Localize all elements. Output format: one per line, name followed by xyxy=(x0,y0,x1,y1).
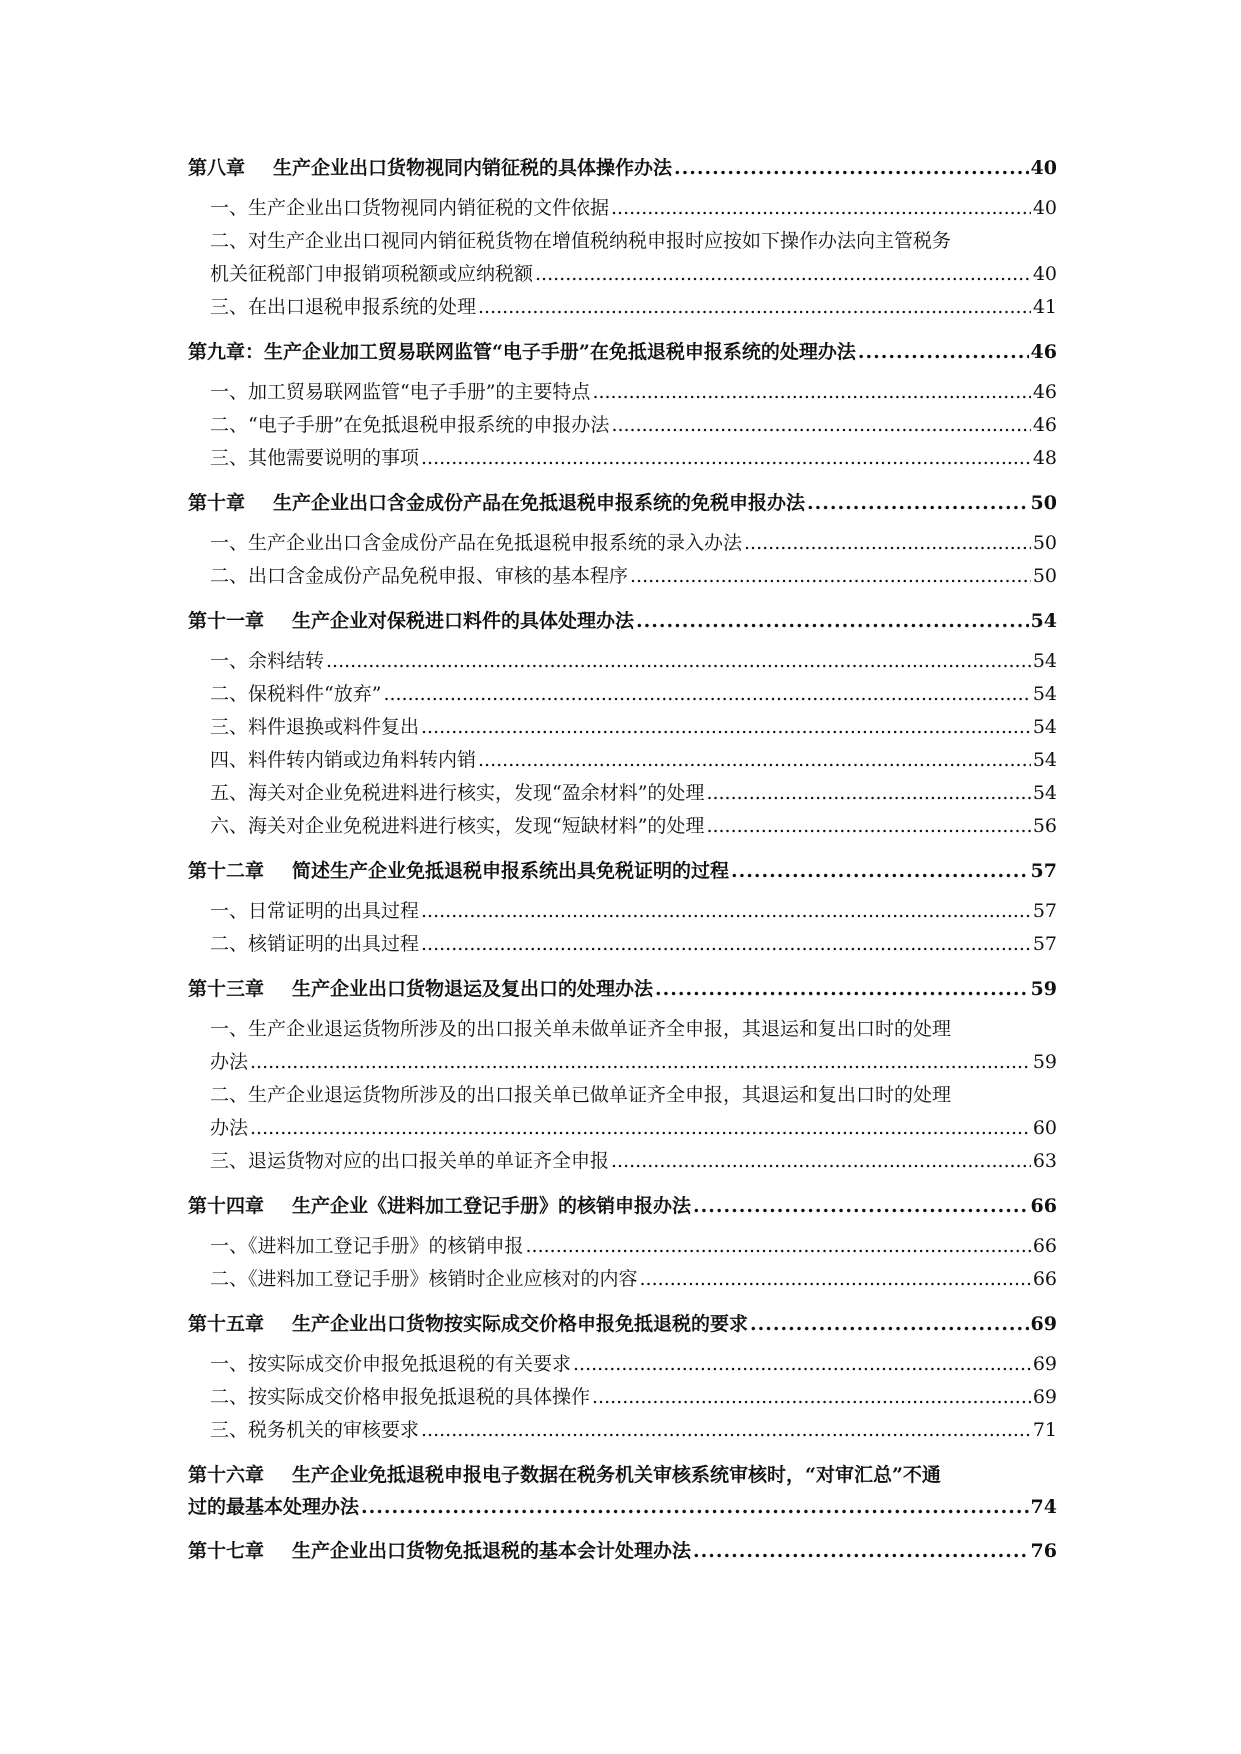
page-number: 46 xyxy=(1032,381,1057,403)
section-title: 三、在出口退税申报系统的处理 xyxy=(210,296,477,318)
leader-dots xyxy=(750,1308,1029,1340)
leader-dots xyxy=(592,376,1030,409)
leader-dots xyxy=(611,192,1031,225)
toc-section[interactable] xyxy=(188,1230,1057,1263)
leader-dots xyxy=(640,1263,1031,1296)
chapter-number: 第十七章 xyxy=(188,1540,265,1562)
page-number: 66 xyxy=(1030,1195,1057,1217)
section-title: 二、出口含金成份产品免税申报、审核的基本程序 xyxy=(210,565,629,587)
leader-dots xyxy=(807,487,1029,519)
leader-dots xyxy=(421,1414,1031,1447)
page-number: 71 xyxy=(1032,1419,1057,1441)
page-number: 54 xyxy=(1032,749,1057,771)
page-number: 60 xyxy=(1032,1117,1057,1139)
section-title: 一、生产企业出口货物视同内销征税的文件依据 xyxy=(210,197,610,219)
leader-dots xyxy=(592,1381,1031,1414)
chapter-number: 第十四章 xyxy=(188,1195,265,1217)
section-title: 三、退运货物对应的出口报关单的单证齐全申报 xyxy=(210,1150,610,1172)
section-title: 四、料件转内销或边角料转内销 xyxy=(210,749,477,771)
chapter-number: 第八章 xyxy=(188,157,246,179)
leader-dots xyxy=(611,1145,1031,1178)
toc-section[interactable] xyxy=(188,1381,1057,1414)
leader-dots xyxy=(674,152,1029,184)
leader-dots xyxy=(526,1230,1031,1263)
toc-section[interactable] xyxy=(188,225,1057,291)
leader-dots xyxy=(611,409,1030,442)
section-title-continued: 办法 xyxy=(210,1051,249,1073)
chapter-title: 生产企业出口货物免抵退税的基本会计处理办法 xyxy=(292,1540,692,1562)
leader-dots xyxy=(421,442,1031,475)
toc-section[interactable] xyxy=(188,645,1057,678)
page-number: 59 xyxy=(1030,978,1057,1000)
page-number: 46 xyxy=(1030,341,1057,363)
page-number: 41 xyxy=(1032,296,1057,318)
toc-chapter-14[interactable] xyxy=(188,1190,1057,1222)
page-number: 69 xyxy=(1032,1353,1057,1375)
page-number: 40 xyxy=(1032,263,1057,285)
leader-dots xyxy=(693,1190,1029,1222)
chapter-title: 生产企业出口货物退运及复出口的处理办法 xyxy=(292,978,654,1000)
page-number: 57 xyxy=(1032,900,1057,922)
page-number: 54 xyxy=(1032,683,1057,705)
page-number: 66 xyxy=(1032,1268,1057,1290)
page-number: 76 xyxy=(1030,1540,1057,1562)
leader-dots xyxy=(636,605,1029,637)
toc-chapter-13[interactable] xyxy=(188,973,1057,1005)
toc-chapter-16[interactable] xyxy=(188,1459,1057,1523)
section-title: 一、《进料加工登记手册》的核销申报 xyxy=(210,1235,524,1257)
page-number: 57 xyxy=(1032,933,1057,955)
leader-dots xyxy=(535,258,1031,291)
chapter-number: 第十二章 xyxy=(188,860,265,882)
section-title: 二、核销证明的出具过程 xyxy=(210,933,420,955)
toc-section[interactable] xyxy=(188,560,1057,593)
leader-dots xyxy=(478,744,1031,777)
leader-dots xyxy=(250,1112,1031,1145)
chapter-title: 生产企业对保税进口料件的具体处理办法 xyxy=(292,610,635,632)
chapter-title: 生产企业《进料加工登记手册》的核销申报办法 xyxy=(292,1195,692,1217)
page-number: 50 xyxy=(1032,532,1057,554)
toc-section[interactable] xyxy=(188,442,1057,475)
toc-chapter-12[interactable] xyxy=(188,855,1057,887)
toc-section[interactable] xyxy=(188,1013,1057,1079)
section-title: 二、“电子手册”在免抵退税申报系统的申报办法 xyxy=(210,414,610,436)
page-number: 54 xyxy=(1032,716,1057,738)
leader-dots xyxy=(421,895,1031,928)
leader-dots xyxy=(706,810,1030,843)
section-title: 二、《进料加工登记手册》核销时企业应核对的内容 xyxy=(210,1268,638,1290)
toc-section[interactable] xyxy=(188,1145,1057,1178)
chapter-number: 第十六章 xyxy=(188,1464,265,1486)
table-of-contents xyxy=(188,152,1057,1575)
chapter-number: 第十五章 xyxy=(188,1313,265,1335)
leader-dots xyxy=(361,1491,1029,1523)
toc-section[interactable] xyxy=(188,1079,1057,1145)
leader-dots xyxy=(383,678,1030,711)
chapter-number: 第十一章 xyxy=(188,610,265,632)
toc-section[interactable] xyxy=(188,777,1057,810)
toc-section[interactable] xyxy=(188,1414,1057,1447)
leader-dots xyxy=(744,527,1031,560)
leader-dots xyxy=(250,1046,1031,1079)
section-title: 一、生产企业出口含金成份产品在免抵退税申报系统的录入办法 xyxy=(210,532,743,554)
page-number: 69 xyxy=(1032,1386,1057,1408)
chapter-title: 生产企业出口货物视同内销征税的具体操作办法 xyxy=(273,157,673,179)
page-number: 57 xyxy=(1030,860,1057,882)
section-title: 三、其他需要说明的事项 xyxy=(210,447,420,469)
page-number: 66 xyxy=(1032,1235,1057,1257)
leader-dots xyxy=(858,336,1029,368)
toc-section[interactable] xyxy=(188,928,1057,961)
page-number: 54 xyxy=(1032,650,1057,672)
chapter-number: 第十三章 xyxy=(188,978,265,1000)
toc-chapter-10[interactable] xyxy=(188,487,1057,519)
toc-section[interactable] xyxy=(188,291,1057,324)
leader-dots xyxy=(421,928,1031,961)
toc-section[interactable] xyxy=(188,744,1057,777)
leader-dots xyxy=(630,560,1031,593)
toc-chapter-15[interactable] xyxy=(188,1308,1057,1340)
section-title: 一、余料结转 xyxy=(210,650,325,672)
section-title: 三、税务机关的审核要求 xyxy=(210,1419,420,1441)
chapter-title: 简述生产企业免抵退税申报系统出具免税证明的过程 xyxy=(292,860,730,882)
toc-chapter-9[interactable] xyxy=(188,336,1057,368)
chapter-title: 生产企业出口货物按实际成交价格申报免抵退税的要求 xyxy=(292,1313,749,1335)
leader-dots xyxy=(573,1348,1031,1381)
section-title-continued: 机关征税部门申报销项税额或应纳税额 xyxy=(210,263,534,285)
page-number: 56 xyxy=(1032,815,1057,837)
page-number: 74 xyxy=(1030,1496,1057,1518)
section-title: 一、生产企业退运货物所涉及的出口报关单未做单证齐全申报，其退运和复出口时的处理 xyxy=(210,1018,952,1040)
section-title: 六、海关对企业免税进料进行核实，发现“短缺材料”的处理 xyxy=(210,815,705,837)
toc-chapter-17[interactable] xyxy=(188,1535,1057,1567)
leader-dots xyxy=(655,973,1029,1005)
page-number: 50 xyxy=(1032,565,1057,587)
leader-dots xyxy=(421,711,1031,744)
section-title-continued: 办法 xyxy=(210,1117,249,1139)
leader-dots xyxy=(731,855,1029,887)
section-title: 二、按实际成交价格申报免抵退税的具体操作 xyxy=(210,1386,591,1408)
section-title: 一、加工贸易联网监管“电子手册”的主要特点 xyxy=(210,381,591,403)
page-number: 40 xyxy=(1030,157,1057,179)
section-title: 二、对生产企业出口视同内销征税货物在增值税纳税申报时应按如下操作办法向主管税务 xyxy=(210,230,952,252)
section-title: 一、按实际成交价申报免抵退税的有关要求 xyxy=(210,1353,572,1375)
page-number: 63 xyxy=(1032,1150,1057,1172)
section-title: 一、日常证明的出具过程 xyxy=(210,900,420,922)
section-title: 二、保税料件“放弃” xyxy=(210,683,382,705)
chapter-title: 生产企业出口含金成份产品在免抵退税申报系统的免税申报办法 xyxy=(273,492,806,514)
toc-section[interactable] xyxy=(188,1263,1057,1296)
toc-section[interactable] xyxy=(188,376,1057,409)
page-number: 54 xyxy=(1030,610,1057,632)
leader-dots xyxy=(693,1535,1029,1567)
chapter-title: 生产企业免抵退税申报电子数据在税务机关审核系统审核时，“对审汇总”不通 xyxy=(292,1464,941,1486)
chapter-title-continued: 过的最基本处理办法 xyxy=(188,1496,360,1518)
chapter-number: 第十章 xyxy=(188,492,246,514)
toc-section[interactable] xyxy=(188,527,1057,560)
section-title: 五、海关对企业免税进料进行核实，发现“盈余材料”的处理 xyxy=(210,782,705,804)
page-number: 46 xyxy=(1032,414,1057,436)
page-number: 59 xyxy=(1032,1051,1057,1073)
page-number: 40 xyxy=(1032,197,1057,219)
leader-dots xyxy=(478,291,1031,324)
leader-dots xyxy=(326,645,1031,678)
leader-dots xyxy=(706,777,1030,810)
section-title: 三、料件退换或料件复出 xyxy=(210,716,420,738)
toc-chapter-8[interactable] xyxy=(188,152,1057,184)
toc-section[interactable] xyxy=(188,895,1057,928)
chapter-title: 第九章：生产企业加工贸易联网监管“电子手册”在免抵退税申报系统的处理办法 xyxy=(188,341,856,363)
page-number: 54 xyxy=(1032,782,1057,804)
toc-section[interactable] xyxy=(188,409,1057,442)
page-number: 48 xyxy=(1032,447,1057,469)
toc-section[interactable] xyxy=(188,192,1057,225)
page-number: 69 xyxy=(1030,1313,1057,1335)
toc-section[interactable] xyxy=(188,1348,1057,1381)
page-number: 50 xyxy=(1030,492,1057,514)
toc-chapter-11[interactable] xyxy=(188,605,1057,637)
toc-section[interactable] xyxy=(188,711,1057,744)
toc-section[interactable] xyxy=(188,678,1057,711)
section-title: 二、生产企业退运货物所涉及的出口报关单已做单证齐全申报，其退运和复出口时的处理 xyxy=(210,1084,952,1106)
toc-section[interactable] xyxy=(188,810,1057,843)
